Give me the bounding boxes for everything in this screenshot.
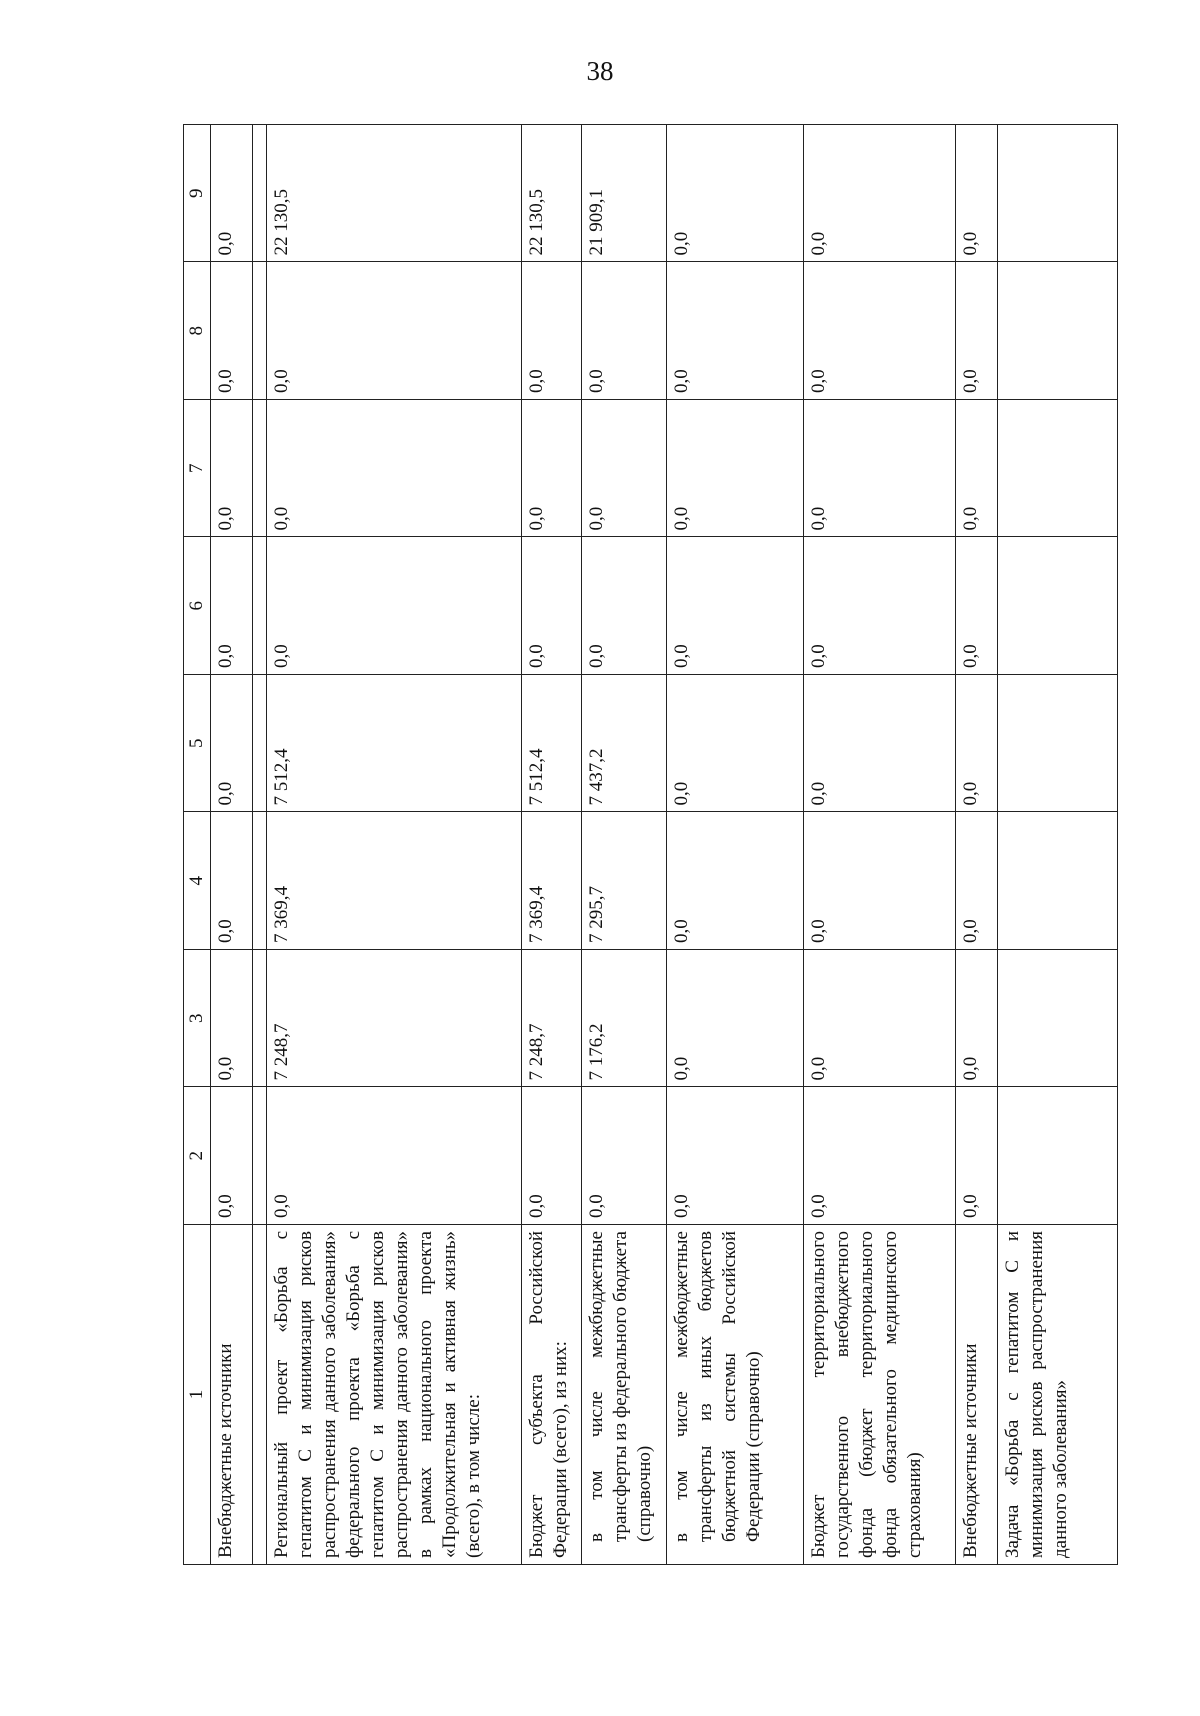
row-label: Задача «Борьба с гепатитом С и минимизация рисков распространения данного заболевания»: [998, 1225, 1118, 1565]
table-cell: [998, 812, 1118, 950]
budget-table: [183, 124, 1118, 1565]
column-header: 5: [184, 675, 211, 813]
rotated-table-container: [183, 125, 1118, 1565]
row-label: Внебюджетные источники: [955, 1225, 998, 1565]
table-cell: 0,0: [666, 950, 803, 1088]
table-cell: 7 512,4: [521, 675, 581, 813]
table-cell: 0,0: [581, 400, 666, 538]
row-label: Региональный проект «Борьба с гепатитом С и минимизация рисков распространения данного заболевания» федерального проекта «Борьба с гепатитом С и минимизация рисков распространения данного заболевания» в рамках национального проекта «Продолжительная и активная жизнь» (всего), в том числе:: [267, 1225, 521, 1565]
table-cell: 0,0: [210, 400, 253, 538]
table-cell: 7 369,4: [267, 812, 521, 950]
table-cell: 0,0: [210, 675, 253, 813]
table-cell: 0,0: [581, 537, 666, 675]
table-cell: 22 130,5: [521, 125, 581, 263]
column-header: 3: [184, 950, 211, 1088]
row-label: Бюджет территориального государственного внебюджетного фонда (бюджет территориального фонда обязательного медицинского страхования): [803, 1225, 955, 1565]
table-cell: 7 295,7: [581, 812, 666, 950]
table-cell: 0,0: [267, 1087, 521, 1225]
table-cell: [998, 950, 1118, 1088]
table-row: [581, 125, 666, 1565]
table-row: [803, 125, 955, 1565]
table-cell: 0,0: [955, 537, 998, 675]
table-cell: 0,0: [803, 950, 955, 1088]
table-cell: 7 369,4: [521, 812, 581, 950]
column-header: 1: [184, 1225, 211, 1565]
column-header: 7: [184, 400, 211, 538]
table-row: [666, 125, 803, 1565]
table-cell: 7 248,7: [267, 950, 521, 1088]
table-cell: 0,0: [210, 1087, 253, 1225]
table-cell: 0,0: [803, 812, 955, 950]
row-gap: [253, 125, 267, 1565]
table-row: [955, 125, 998, 1565]
column-header: 8: [184, 262, 211, 400]
table-row: [998, 125, 1118, 1565]
table-cell: 7 176,2: [581, 950, 666, 1088]
column-header: 9: [184, 125, 211, 263]
table-cell: 0,0: [666, 537, 803, 675]
table-cell: [998, 1087, 1118, 1225]
table-cell: [998, 125, 1118, 263]
table-row: [521, 125, 581, 1565]
row-label: в том числе межбюджетные трансферты из федерального бюджета (справочно): [581, 1225, 666, 1565]
table-cell: 0,0: [521, 400, 581, 538]
table-cell: 0,0: [581, 262, 666, 400]
table-cell: 0,0: [955, 262, 998, 400]
table-cell: 0,0: [267, 537, 521, 675]
table-cell: 0,0: [581, 1087, 666, 1225]
table-row: [210, 125, 253, 1565]
table-cell: 0,0: [666, 812, 803, 950]
table-cell: 0,0: [666, 1087, 803, 1225]
table-row: [267, 125, 521, 1565]
table-cell: 0,0: [521, 1087, 581, 1225]
column-header: 2: [184, 1087, 211, 1225]
table-cell: 0,0: [955, 125, 998, 263]
table-cell: 0,0: [521, 537, 581, 675]
table-cell: 0,0: [803, 1087, 955, 1225]
table-cell: 0,0: [666, 125, 803, 263]
table-cell: 0,0: [210, 812, 253, 950]
table-cell: 0,0: [267, 262, 521, 400]
table-cell: 7 248,7: [521, 950, 581, 1088]
table-cell: 0,0: [267, 400, 521, 538]
table-cell: 0,0: [803, 125, 955, 263]
table-cell: 0,0: [955, 950, 998, 1088]
table-cell: 0,0: [955, 812, 998, 950]
table-cell: 0,0: [666, 400, 803, 538]
table-cell: 0,0: [666, 675, 803, 813]
table-cell: 0,0: [210, 262, 253, 400]
table-cell: 0,0: [955, 1087, 998, 1225]
table-cell: 0,0: [666, 262, 803, 400]
row-label: Бюджет субъекта Российской Федерации (всего), из них:: [521, 1225, 581, 1565]
column-numbers-row: [184, 125, 211, 1565]
table-cell: [998, 675, 1118, 813]
row-label: в том числе межбюджетные трансферты из иных бюджетов бюджетной системы Российской Федерации (справочно): [666, 1225, 803, 1565]
table-cell: [998, 262, 1118, 400]
table-cell: 0,0: [210, 950, 253, 1088]
table-cell: 0,0: [803, 400, 955, 538]
table-cell: [998, 400, 1118, 538]
table-cell: 21 909,1: [581, 125, 666, 263]
column-header: 6: [184, 537, 211, 675]
table-cell: [998, 537, 1118, 675]
table-cell: 0,0: [955, 400, 998, 538]
table-cell: 22 130,5: [267, 125, 521, 263]
table-cell: 7 512,4: [267, 675, 521, 813]
table-cell: 0,0: [955, 675, 998, 813]
table-cell: 0,0: [803, 262, 955, 400]
table-cell: 0,0: [803, 537, 955, 675]
table-cell: 0,0: [210, 125, 253, 263]
column-header: 4: [184, 812, 211, 950]
table-cell: 0,0: [521, 262, 581, 400]
row-label: Внебюджетные источники: [210, 1225, 253, 1565]
table-cell: 7 437,2: [581, 675, 666, 813]
table-cell: 0,0: [210, 537, 253, 675]
table-cell: 0,0: [803, 675, 955, 813]
page-number: 38: [586, 56, 614, 86]
